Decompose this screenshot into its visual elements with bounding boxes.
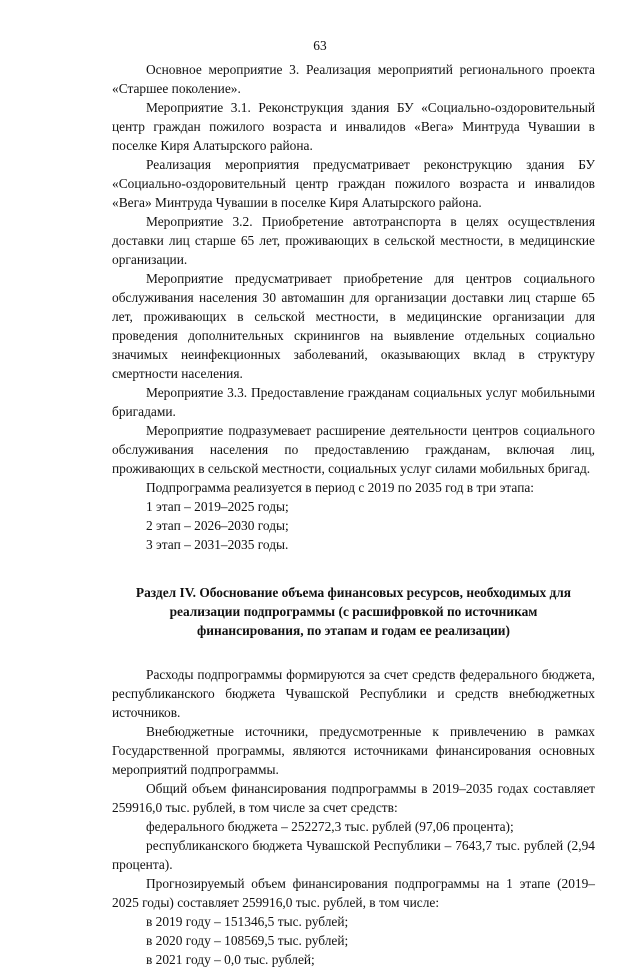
paragraph: Мероприятие 3.1. Реконструкция здания БУ «Социально-оздоровительный центр граждан пожилого возраста и инвалидов «Вега» Минтруда Чувашии в поселке Киря Алатырского района. <box>112 100 595 153</box>
paragraph: федерального бюджета – 252272,3 тыс. рублей (97,06 процента); <box>146 819 514 834</box>
paragraph: Мероприятие предусматривает приобретение для центров социального обслуживания населения 30 автомашин для организации доставки лиц старше 65 лет, проживающих в сельской местности, в медицинские организации для проведения дополнительных скринингов на выявление отдельных социально значимых неинфекционных заболеваний, оказывающих вклад в структуру смертности населения. <box>112 271 595 381</box>
page-number: 63 <box>313 38 327 53</box>
stage-line: 3 этап – 2031–2035 годы. <box>146 537 289 552</box>
paragraph: Расходы подпрограммы формируются за счет средств федерального бюджета, республиканского бюджета Чувашской Республики и средств внебюджетных источников. <box>112 667 595 720</box>
document-body <box>112 60 595 969</box>
paragraph: Общий объем финансирования подпрограммы в 2019–2035 годах составляет 259916,0 тыс. рублей, в том числе за счет средств: <box>112 781 595 815</box>
section-heading: Раздел IV. Обоснование объема финансовых ресурсов, необходимых для реализации подпрограммы (с расшифровкой по источникам финансирования, по этапам и годам ее реализации) <box>135 585 572 638</box>
paragraph: Основное мероприятие 3. Реализация мероприятий регионального проекта «Старшее поколение». <box>112 62 595 96</box>
stage-line: 1 этап – 2019–2025 годы; <box>146 499 289 514</box>
year-line: в 2020 году – 108569,5 тыс. рублей; <box>146 933 349 948</box>
paragraph: республиканского бюджета Чувашской Республики – 7643,7 тыс. рублей (2,94 процента). <box>112 838 595 872</box>
paragraph: Мероприятие 3.3. Предоставление гражданам социальных услуг мобильными бригадами. <box>112 385 595 419</box>
paragraph: Внебюджетные источники, предусмотренные к привлечению в рамках Государственной программы, являются источниками финансирования основных мероприятий подпрограммы. <box>112 724 595 777</box>
year-line: в 2021 году – 0,0 тыс. рублей; <box>146 952 315 967</box>
paragraph: Подпрограмма реализуется в период с 2019 по 2035 год в три этапа: <box>146 480 535 495</box>
paragraph: Мероприятие 3.2. Приобретение автотранспорта в целях осуществления доставки лиц старше 65 лет, проживающих в сельской местности, в медицинские организации. <box>112 214 595 267</box>
paragraph: Мероприятие подразумевает расширение деятельности центров социального обслуживания населения по предоставлению гражданам, включая лиц, проживающих в сельской местности, социальных услуг силами мобильных бригад. <box>112 423 595 476</box>
year-line: в 2019 году – 151346,5 тыс. рублей; <box>146 914 349 929</box>
stage-line: 2 этап – 2026–2030 годы; <box>146 518 289 533</box>
paragraph: Прогнозируемый объем финансирования подпрограммы на 1 этапе (2019–2025 годы) составляет 259916,0 тыс. рублей, в том числе: <box>112 876 595 910</box>
paragraph: Реализация мероприятия предусматривает реконструкцию здания БУ «Социально-оздоровительный центр граждан пожилого возраста и инвалидов «Вега» Минтруда Чувашии в поселке Киря Алатырского района. <box>112 157 595 210</box>
